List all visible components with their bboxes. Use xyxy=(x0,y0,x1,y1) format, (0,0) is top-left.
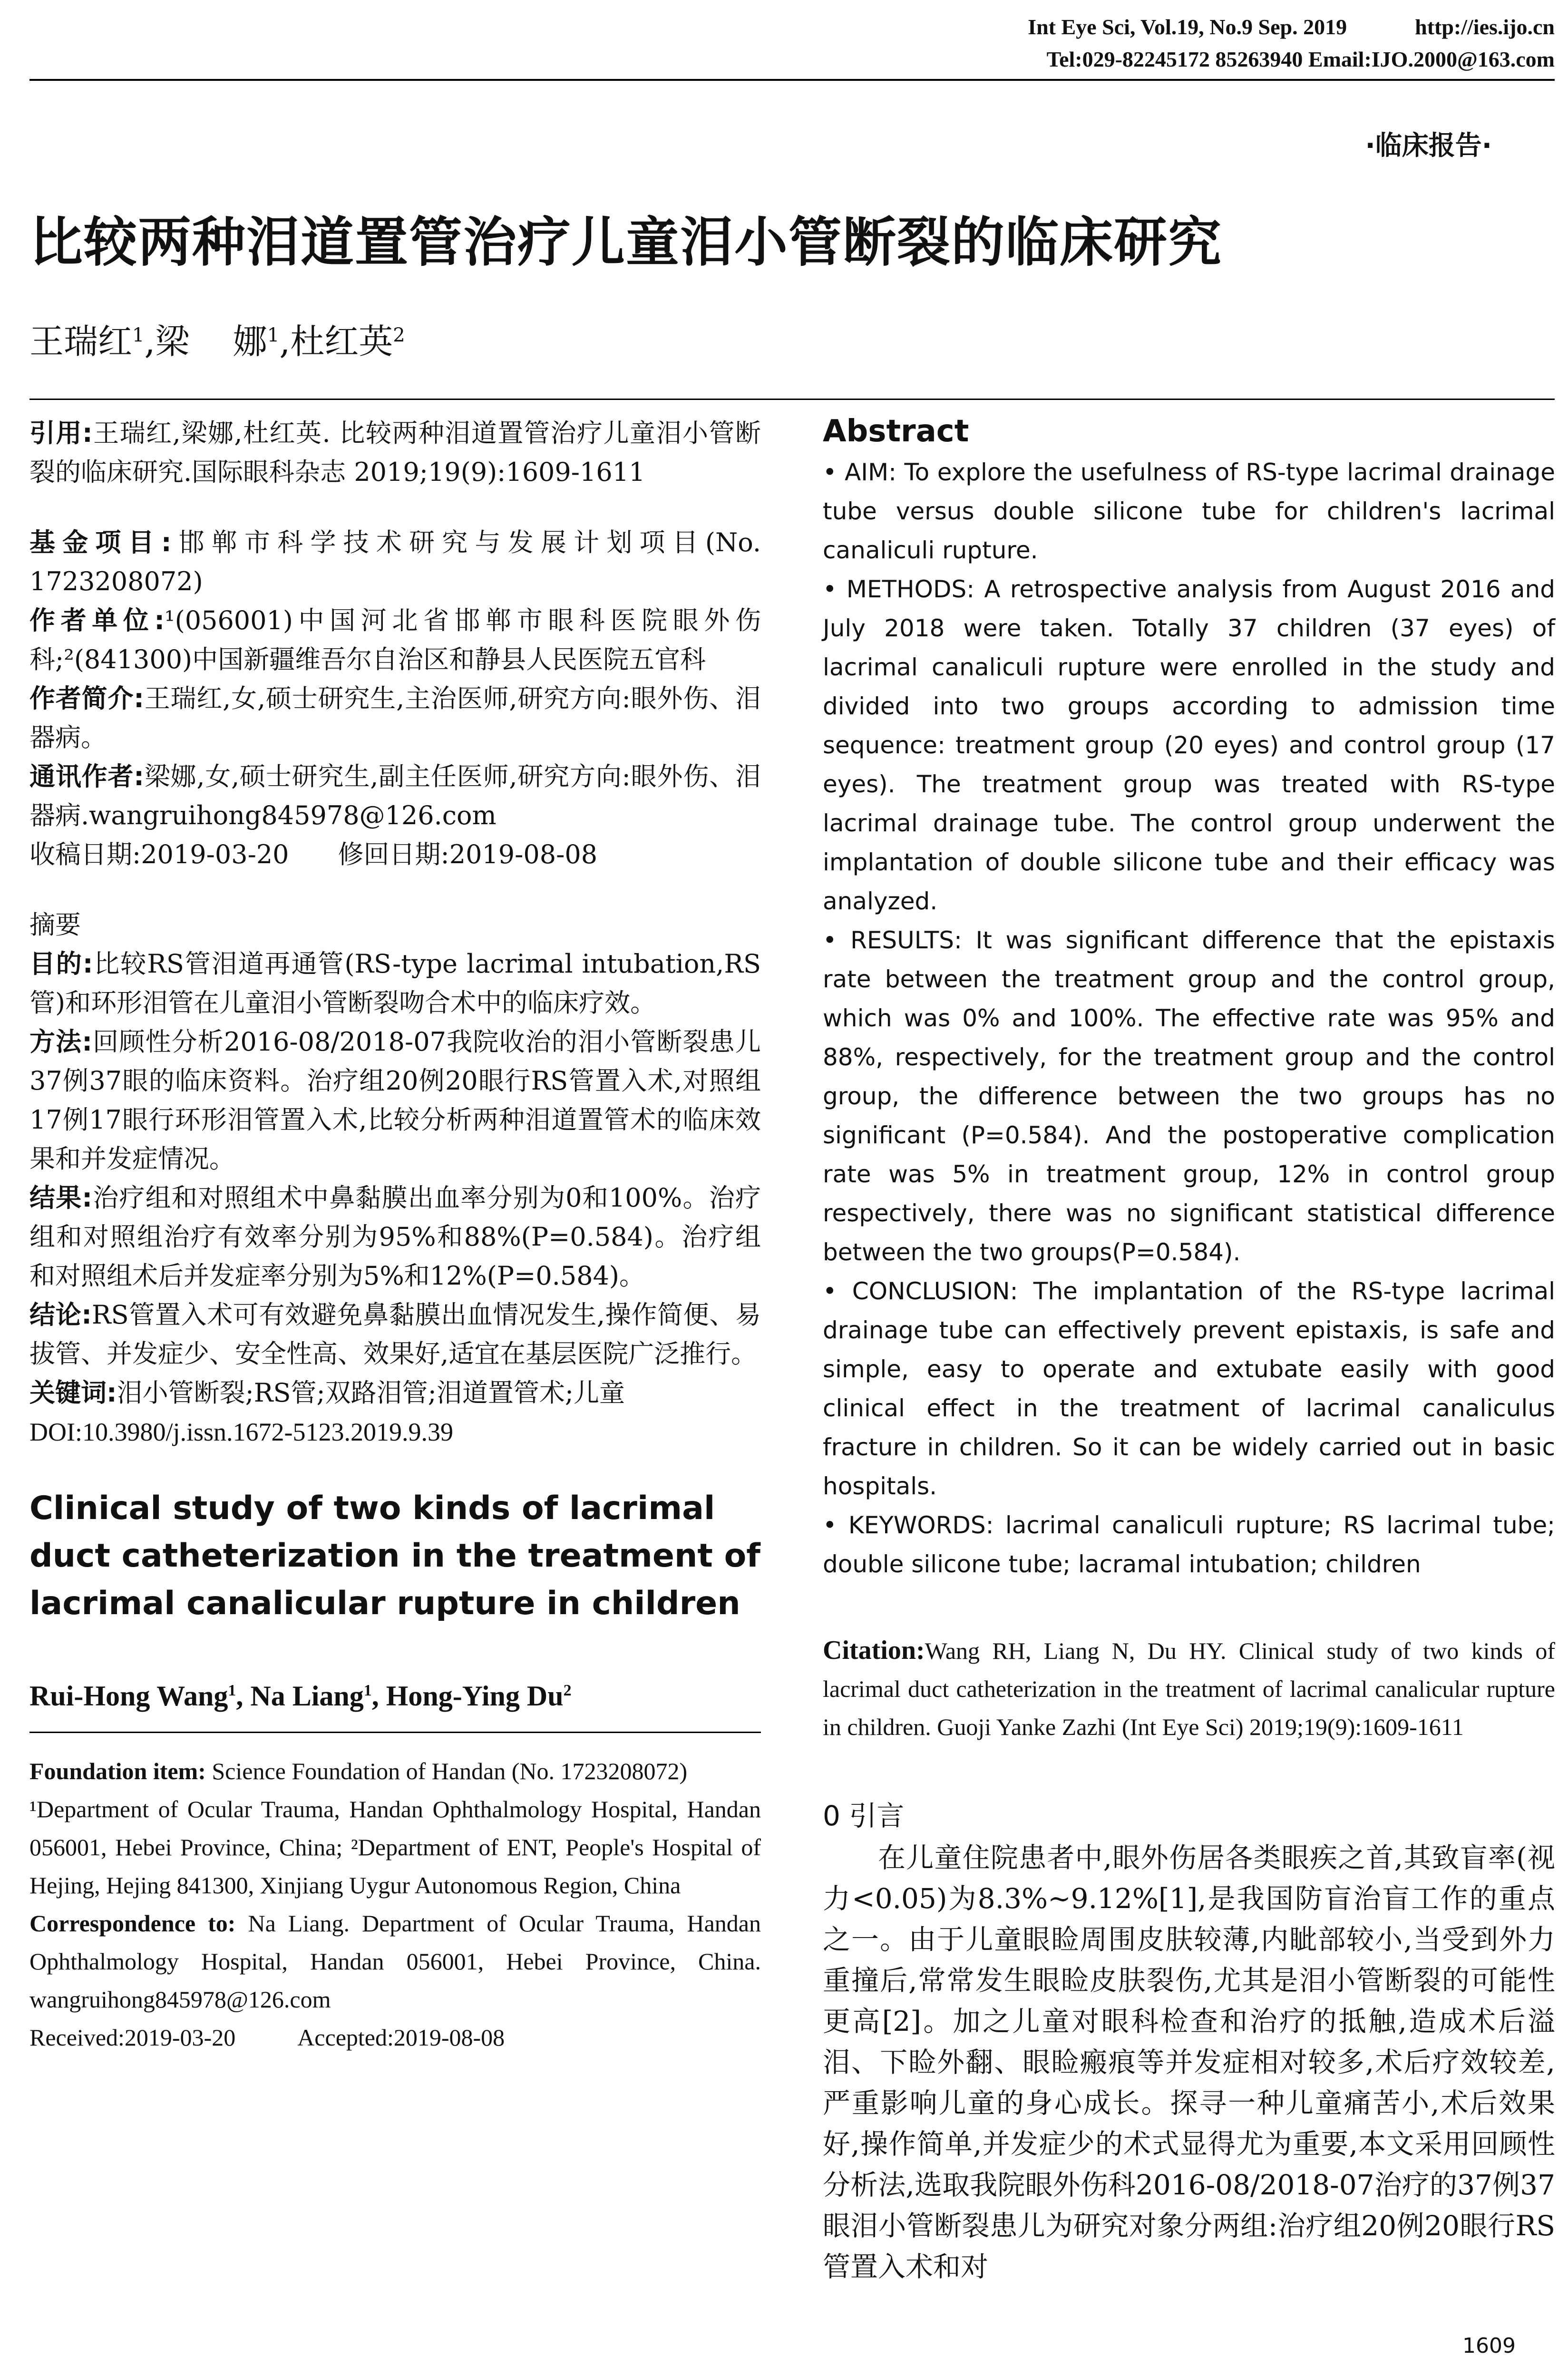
author-units xyxy=(29,601,761,679)
author-affiliation-en: 1 xyxy=(228,1682,236,1699)
abstract-results-zh xyxy=(29,1179,761,1296)
keywords-en: • KEYWORDS: lacrimal canaliculi rupture; RS lacrimal tube; double silicone tube; lacramal intubation; children xyxy=(823,1511,1555,1578)
en-footnotes xyxy=(29,1752,761,2056)
abstract-heading-en: Abstract xyxy=(823,414,969,449)
affiliations-en: ¹Department of Ocular Trauma, Handan Ophthalmology Hospital, Handan 056001, Hebei Province, China; ²Department of ENT, People's Hospital of Hejing, Hejing 841300, Xinjiang Uygur Autonomous Region, China xyxy=(29,1796,761,1899)
front-matter-zh xyxy=(29,414,761,1452)
keywords-label-en: KEYWORDS: xyxy=(848,1511,994,1539)
foundation-label: Foundation item: xyxy=(29,1758,206,1784)
section-tag: ·临床报告· xyxy=(1365,130,1492,161)
author-affiliation: 1 xyxy=(132,324,145,346)
results-text-en: It was significant difference that the epistaxis rate between the treatment group and the control group, which was 0% and 100%. The effective rate was 95% and 88%, respectively, for the treatment group and the control group, the difference between the two groups has no significant (P=0.584). And the postoperative complication rate was 5% in treatment group, 12% in control group respectively, there was no significant statistical difference between the two groups(P=0.584). xyxy=(823,926,1555,1266)
title-rule xyxy=(29,399,1555,400)
foundation-text: Science Foundation of Handan (No. 1723208072) xyxy=(212,1758,688,1784)
received-date: Received:2019-03-20 xyxy=(29,2024,236,2051)
correspondence-text: Na Liang. Department of Ocular Trauma, Handan Ophthalmology Hospital, Handan 056001, Hebei Province, China. wangruihong845978@126.com xyxy=(29,1910,761,2013)
journal-url[interactable]: http://ies.ijo.cn xyxy=(1415,15,1555,39)
corr-text: 梁娜,女,硕士研究生,副主任医师,研究方向:眼外伤、泪器病.wangruihong845978@126.com xyxy=(29,761,761,830)
abstract-results-en: • RESULTS: It was significant difference that the epistaxis rate between the treatment group and the control group, which was 0% and 100%. The effective rate was 95% and 88%, respectively, for the treatment group and the control group, the difference between the two groups has no significant (P=0.584). And the postoperative complication rate was 5% in treatment group, 12% in control group respectively, there was no significant statistical difference between the two groups(P=0.584). xyxy=(823,926,1555,1266)
author-affiliation-en: 2 xyxy=(563,1682,572,1699)
abstract-aim-en: • AIM: To explore the usefulness of RS-type lacrimal drainage tube versus double silicone tube for children's lacrimal canaliculi rupture. xyxy=(823,458,1555,564)
abstract-conclusion-en: • CONCLUSION: The implantation of the RS-type lacrimal drainage tube can effectively prevent epistaxis, is safe and simple, easy to operate and extubate easily with good clinical effect in the treatment of lacrimal canaliculus fracture in children. So it can be widely carried out in basic hospitals. xyxy=(823,1277,1555,1500)
methods-text-en: A retrospective analysis from August 2016 and July 2018 were taken. Totally 37 children (37 eyes) of lacrimal canaliculi rupture were enrolled in the study and divided into two groups according to admission time sequence: treatment group (20 eyes) and control group (17 eyes). The treatment group was treated with RS-type lacrimal drainage tube. The control group underwent the implantation of double silicone tube and their efficacy was analyzed. xyxy=(823,575,1555,915)
conclusion-text: RS管置入术可有效避免鼻黏膜出血情况发生,操作简便、易拔管、并发症少、安全性高、效果好,适宜在基层医院广泛推行。 xyxy=(29,1300,761,1369)
abstract-methods-zh xyxy=(29,1023,761,1179)
results-label: 结果: xyxy=(29,1183,93,1213)
journal-contact-line: Tel:029-82245172 85263940 Email:IJO.2000@163.com xyxy=(1046,47,1555,71)
abstract-aim-zh xyxy=(29,945,761,1023)
keywords-label: 关键词: xyxy=(29,1378,117,1408)
article-title-en: Clinical study of two kinds of lacrimal duct catheterization in the treatment of lacrimal canalicular rupture in children xyxy=(29,1490,760,1622)
results-text: 治疗组和对照组术中鼻黏膜出血率分别为0和100%。治疗组和对照组治疗有效率分别为95%和88%(P=0.584)。治疗组和对照组术后并发症率分别为5%和12%(P=0.584)。 xyxy=(29,1183,761,1291)
unit-text: ¹(056001)中国河北省邯郸市眼科医院眼外伤科;²(841300)中国新疆维吾尔自治区和静县人民医院五官科 xyxy=(29,605,761,674)
author-name: 杜红英 xyxy=(290,321,393,361)
unit-label: 作者单位: xyxy=(29,605,165,635)
citation-text: 王瑞红,梁娜,杜红英. 比较两种泪道置管治疗儿童泪小管断裂的临床研究.国际眼科杂志 2019;19(9):1609-1611 xyxy=(29,418,761,487)
aim-text-en: To explore the usefulness of RS-type lacrimal drainage tube versus double silicone tube for children's lacrimal canaliculi rupture. xyxy=(823,458,1555,564)
author-name: 王瑞红 xyxy=(29,321,133,361)
author-name: 梁 娜 xyxy=(155,321,267,361)
journal-header xyxy=(1028,14,1555,39)
author-affiliation: 1 xyxy=(267,324,280,346)
corr-label: 通讯作者: xyxy=(29,761,144,791)
citation-label: 引用: xyxy=(29,418,93,448)
bio-text: 王瑞红,女,硕士研究生,主治医师,研究方向:眼外伤、泪器病。 xyxy=(29,683,761,752)
author-bio xyxy=(29,679,761,757)
conclusion-label-en: CONCLUSION: xyxy=(852,1277,1018,1305)
journal-issue-line: Int Eye Sci, Vol.19, No.9 Sep. 2019 xyxy=(1028,15,1347,39)
author-name-en: Na Liang xyxy=(250,1680,364,1712)
methods-label-en: METHODS: xyxy=(846,575,975,603)
author-affiliation: 2 xyxy=(393,324,405,346)
author-name-en: Hong-Ying Du xyxy=(386,1680,564,1712)
intro-heading: 0 引言 xyxy=(823,1800,905,1832)
fund-label: 基金项目: xyxy=(29,527,172,557)
aim-label: 目的: xyxy=(29,949,93,979)
accepted-date: Accepted:2019-08-08 xyxy=(297,2024,505,2051)
keywords-text: 泪小管断裂;RS管;双路泪管;泪道置管术;儿童 xyxy=(117,1378,625,1408)
author-affiliation-en: 1 xyxy=(363,1682,372,1699)
conclusion-text-en: The implantation of the RS-type lacrimal drainage tube can effectively prevent epistaxis, is safe and simple, easy to operate and extubate easily with good clinical effect in the treatment of lacrimal canaliculus fracture in children. So it can be widely carried out in basic hospitals. xyxy=(823,1277,1555,1500)
methods-text: 回顾性分析2016-08/2018-07我院收治的泪小管断裂患儿37例37眼的临床资料。治疗组20例20眼行RS管置入术,对照组17例17眼行环形泪管置入术,比较分析两种泪道置管术的临床效果和并发症情况。 xyxy=(29,1027,761,1174)
keywords-text-en: lacrimal canaliculi rupture; RS lacrimal tube; double silicone tube; lacramal intubation; children xyxy=(823,1511,1555,1578)
keywords-zh xyxy=(29,1374,761,1413)
abstract-en xyxy=(823,453,1555,1584)
correspondence-label: Correspondence to: xyxy=(29,1910,236,1937)
aim-label-en: AIM: xyxy=(845,458,896,486)
abstract-heading-zh: 摘要 xyxy=(29,910,81,940)
abstract-conclusion-zh xyxy=(29,1296,761,1374)
intro-paragraph: 在儿童住院患者中,眼外伤居各类眼疾之首,其致盲率(视力<0.05)为8.3%~9.12%[1],是我国防盲治盲工作的重点之一。由于儿童眼睑周围皮肤较薄,内眦部较小,当受到外力重撞后,常常发生眼睑皮肤裂伤,尤其是泪小管断裂的可能性更高[2]。加之儿童对眼科检查和治疗的抵触,造成术后溢泪、下睑外翻、眼睑瘢痕等并发症相对较多,术后疗效较差,严重影响儿童的身心成长。探寻一种儿童痛苦小,术后效果好,操作简单,并发症少的术式显得尤为重要,本文采用回顾性分析法,选取我院眼外伤科2016-08/2018-07治疗的37例37眼泪小管断裂患儿为研究对象分两组:治疗组20例20眼行RS管置入术和对 xyxy=(823,1841,1555,2283)
left-column xyxy=(29,414,761,2056)
authors-zh: 王瑞红$^1$,梁 娜$^1$,杜红英$^2$ xyxy=(29,321,405,361)
header-rule xyxy=(29,79,1555,81)
citation-zh xyxy=(29,414,761,492)
dates-zh: 收稿日期:2019-03-20 修回日期:2019-08-08 xyxy=(29,839,598,869)
right-column xyxy=(823,414,1555,2287)
conclusion-label: 结论: xyxy=(29,1300,92,1330)
citation-en xyxy=(823,1631,1555,1746)
author-name-en: Rui-Hong Wang xyxy=(29,1680,228,1712)
methods-label: 方法: xyxy=(29,1027,92,1057)
fund-item xyxy=(29,523,761,601)
bio-label: 作者简介: xyxy=(29,683,144,713)
article-title-zh: 比较两种泪道置管治疗儿童泪小管断裂的临床研究 xyxy=(29,212,1222,273)
citation-label-en: Citation: xyxy=(823,1636,925,1665)
doi[interactable]: DOI:10.3980/j.issn.1672-5123.2019.9.39 xyxy=(29,1418,453,1446)
foundation-item xyxy=(29,1752,761,1790)
citation-text-en: Wang RH, Liang N, Du HY. Clinical study of two kinds of lacrimal duct catheterization in the treatment of lacrimal canalicular rupture in children. Guoji Yanke Zazhi (Int Eye Sci) 2019;19(9):1609-1611 xyxy=(823,1637,1555,1740)
aim-text: 比较RS管泪道再通管(RS-type lacrimal intubation,RS管)和环形泪管在儿童泪小管断裂吻合术中的临床疗效。 xyxy=(29,949,761,1018)
corresponding-author xyxy=(29,757,761,835)
results-label-en: RESULTS: xyxy=(850,926,962,954)
authors-en: Rui-Hong Wang$^1$, Na Liang$^1$, Hong-Ying Du$^2$ xyxy=(29,1680,572,1712)
fund-text: 邯郸市科学技术研究与发展计划项目(No. 1723208072) xyxy=(29,527,761,596)
dates-en xyxy=(29,2018,761,2056)
correspondence-en xyxy=(29,1904,761,2018)
page-number: 1609 xyxy=(1462,2334,1516,2358)
abstract-methods-en: • METHODS: A retrospective analysis from August 2016 and July 2018 were taken. Totally 37 children (37 eyes) of lacrimal canaliculi rupture were enrolled in the study and divided into two groups according to admission time sequence: treatment group (20 eyes) and control group (17 eyes). The treatment group was treated with RS-type lacrimal drainage tube. The control group underwent the implantation of double silicone tube and their efficacy was analyzed. xyxy=(823,575,1555,915)
